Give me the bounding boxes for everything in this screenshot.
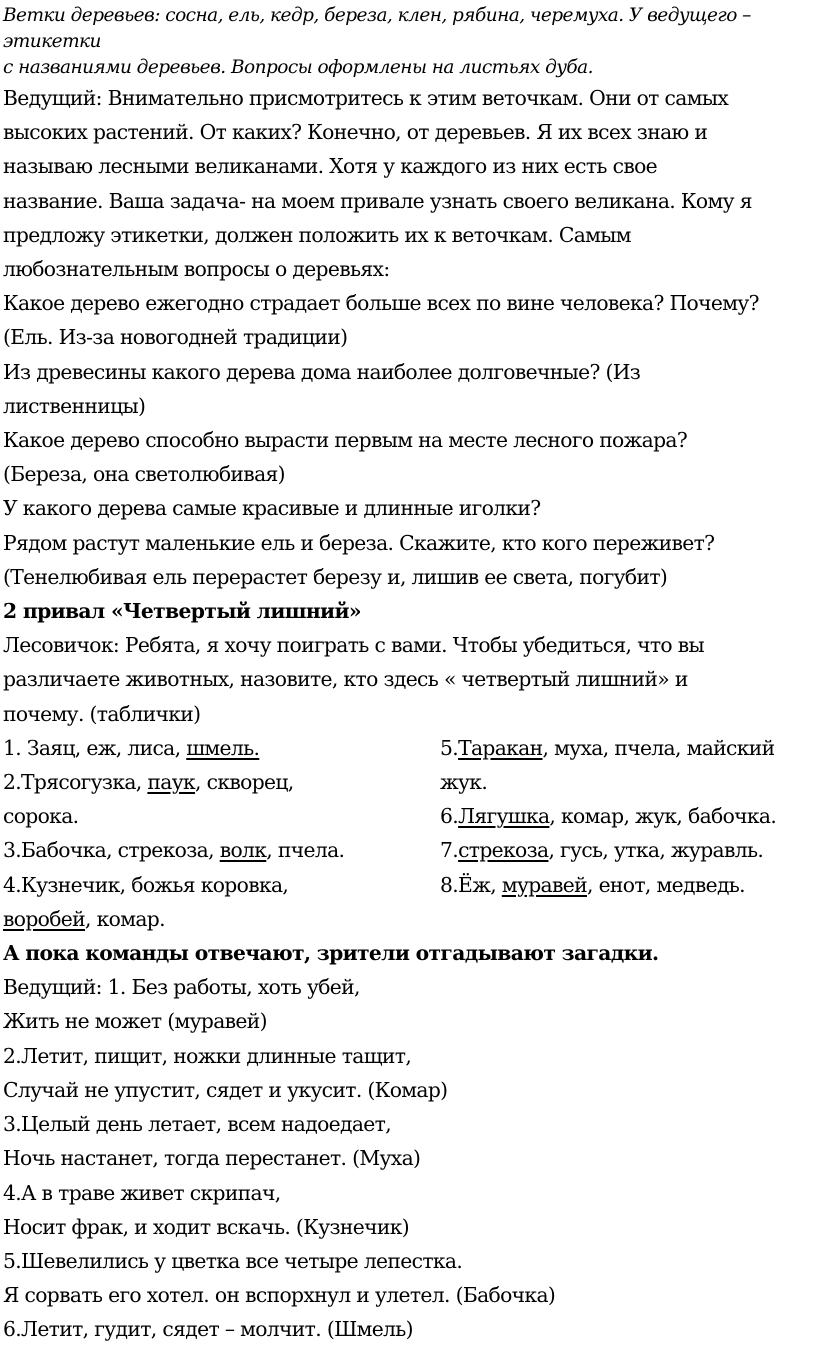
odd-one-out-intro (3, 628, 813, 731)
list-item: 1. Заяц, еж, лиса, шмель. (3, 735, 260, 760)
text-line: (Береза, она светолюбивая) (3, 462, 285, 487)
text-line: (Тенелюбивая ель перерастет березу и, лишив ее света, погубит) (3, 564, 668, 589)
answer-underlined: шмель. (186, 735, 260, 760)
text-line: высоких растений. От каких? Конечно, от деревьев. Я их всех знаю и (3, 120, 708, 145)
text-line: любознательным вопросы о деревьях: (3, 257, 390, 282)
list-item: 5.Таракан, муха, пчела, майский (440, 735, 775, 760)
answer-underlined: Лягушка (458, 804, 550, 829)
list-item: 3.Бабочка, стрекоза, волк, пчела. (3, 838, 345, 863)
text-line: Ведущий: Внимательно присмотритесь к этим веточкам. Они от самых (3, 86, 729, 110)
text-line: 5.Шевелились у цветка все четыре лепестка. (3, 1248, 463, 1273)
text-line: Какое дерево ежегодно страдает больше всех по вине человека? Почему? (3, 291, 759, 316)
text-line: 6.Летит, гудит, сядет – молчит. (Шмель) (3, 1317, 413, 1342)
text-line: Носит фрак, и ходит вскачь. (Кузнечик) (3, 1214, 410, 1239)
document-page (3, 0, 813, 1347)
text-line: лиственницы) (3, 393, 146, 418)
answer-underlined: воробей (3, 906, 86, 931)
text-line: называю лесными великанами. Хотя у каждого из них есть свое (3, 154, 658, 179)
text-line: предложу этикетки, должен положить их к веточкам. Самым (3, 222, 631, 247)
list-item: жук. (440, 770, 488, 795)
list-item: 7.стрекоза, гусь, утка, журавль. (440, 838, 764, 863)
riddles (3, 970, 813, 1346)
text-line: Лесовичок: Ребята, я хочу поиграть с вами. Чтобы убедиться, что вы (3, 633, 705, 658)
list-item: 2.Трясогузка, паук, скворец, (3, 770, 294, 795)
text-line: почему. (таблички) (3, 701, 201, 726)
text-line: Ведущий: 1. Без работы, хоть убей, (3, 975, 360, 1000)
list-item: 4.Кузнечик, божья коровка, (3, 872, 289, 897)
intro-note (3, 0, 813, 81)
text-line: Из древесины какого дерева дома наиболее долговечные? (Из (3, 359, 641, 384)
list-item: 8.Ёж, муравей, енот, медведь. (440, 872, 745, 897)
list-item: 6.Лягушка, комар, жук, бабочка. (440, 804, 777, 829)
odd-one-out-columns (3, 731, 813, 936)
text-line: Рядом растут маленькие ель и береза. Скажите, кто кого переживет? (3, 530, 715, 555)
text-line: Какое дерево способно вырасти первым на месте лесного пожара? (3, 428, 688, 453)
text-line: Случай не упустит, сядет и укусит. (Комар) (3, 1077, 448, 1102)
intro-line: с названиями деревьев. Вопросы оформлены на листьях дуба. (3, 57, 593, 78)
list-item: воробей, комар. (3, 906, 165, 931)
left-column (3, 731, 440, 936)
text-line: У какого дерева самые красивые и длинные иголки? (3, 496, 541, 521)
section-heading-riddles: А пока команды отвечают, зрители отгадывают загадки. (3, 941, 659, 966)
host-questions (3, 81, 813, 594)
text-line: Жить не может (муравей) (3, 1009, 267, 1034)
answer-underlined: паук (147, 770, 196, 795)
answer-underlined: волк (219, 838, 267, 863)
text-line: (Ель. Из-за новогодней традиции) (3, 325, 348, 350)
answer-underlined: Таракан (458, 735, 543, 760)
answer-underlined: стрекоза (458, 838, 549, 863)
answer-underlined: муравей (501, 872, 587, 897)
list-item: сорока. (3, 804, 79, 829)
text-line: 4.А в траве живет скрипач, (3, 1180, 281, 1205)
text-line: различаете животных, назовите, кто здесь « четвертый лишний» и (3, 667, 688, 692)
text-line: Я сорвать его хотел. он вспорхнул и улетел. (Бабочка) (3, 1283, 556, 1308)
text-line: название. Ваша задача- на моем привале узнать своего великана. Кому я (3, 188, 752, 213)
text-line: 3.Целый день летает, всем надоедает, (3, 1112, 391, 1137)
text-line: Ночь настанет, тогда перестанет. (Муха) (3, 1146, 421, 1171)
right-column (440, 731, 813, 936)
section-heading-stop-2: 2 привал «Четвертый лишний» (3, 599, 361, 624)
text-line: 2.Летит, пищит, ножки длинные тащит, (3, 1043, 412, 1068)
intro-line: Ветки деревьев: сосна, ель, кедр, береза, клен, рябина, черемуха. У ведущего – этикетки (3, 5, 751, 52)
